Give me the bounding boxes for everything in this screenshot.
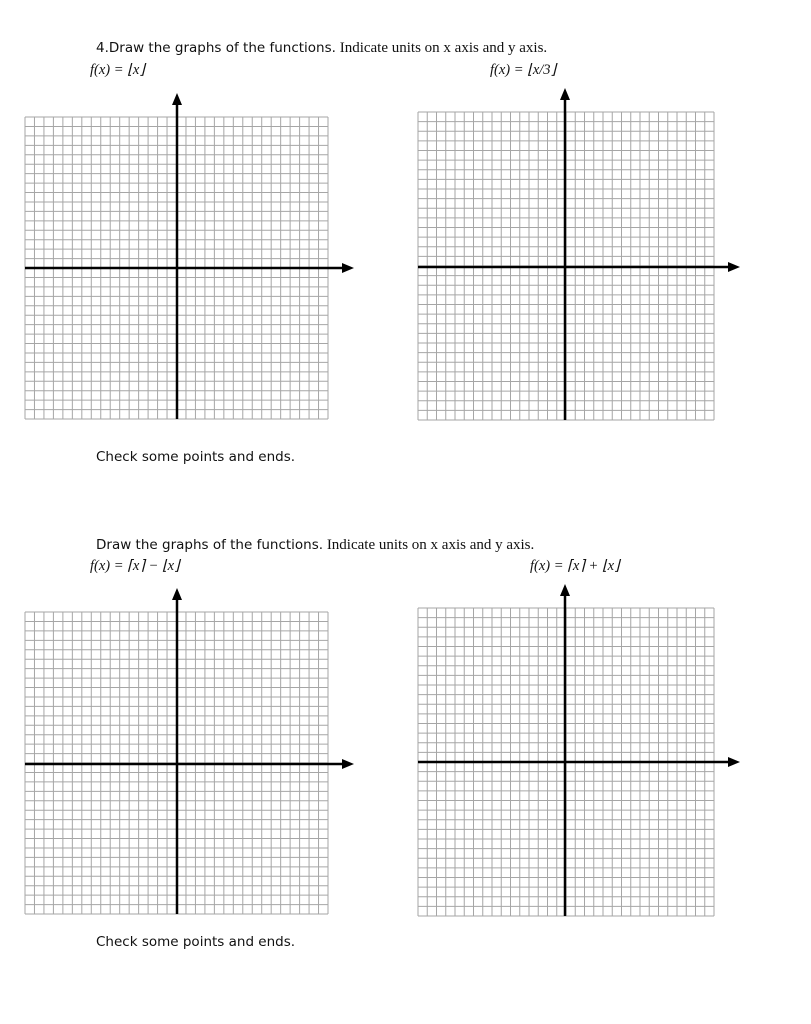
function-label-1: f(x) = ⌊x⌋ <box>90 62 145 78</box>
instruction-2-lead: Draw the graphs of the functions. <box>96 537 324 553</box>
y-axis-arrow-icon <box>560 584 570 596</box>
function-label-4: f(x) = ⌈x⌉ + ⌊x⌋ <box>530 558 620 574</box>
instruction-2-rest: Indicate units on x axis and y axis. <box>323 537 535 553</box>
x-axis-arrow-icon <box>728 757 740 767</box>
function-label-2: f(x) = ⌊x/3⌋ <box>490 62 557 78</box>
instruction-1-lead: 4.Draw the graphs of the functions. <box>96 40 336 56</box>
instruction-1-rest: Indicate units on x axis and y axis. <box>335 40 548 56</box>
footer-note-2: Check some points and ends. <box>96 934 296 950</box>
footer-note-1: Check some points and ends. <box>96 449 296 465</box>
function-label-3: f(x) = ⌈x⌉ − ⌊x⌋ <box>90 558 180 574</box>
